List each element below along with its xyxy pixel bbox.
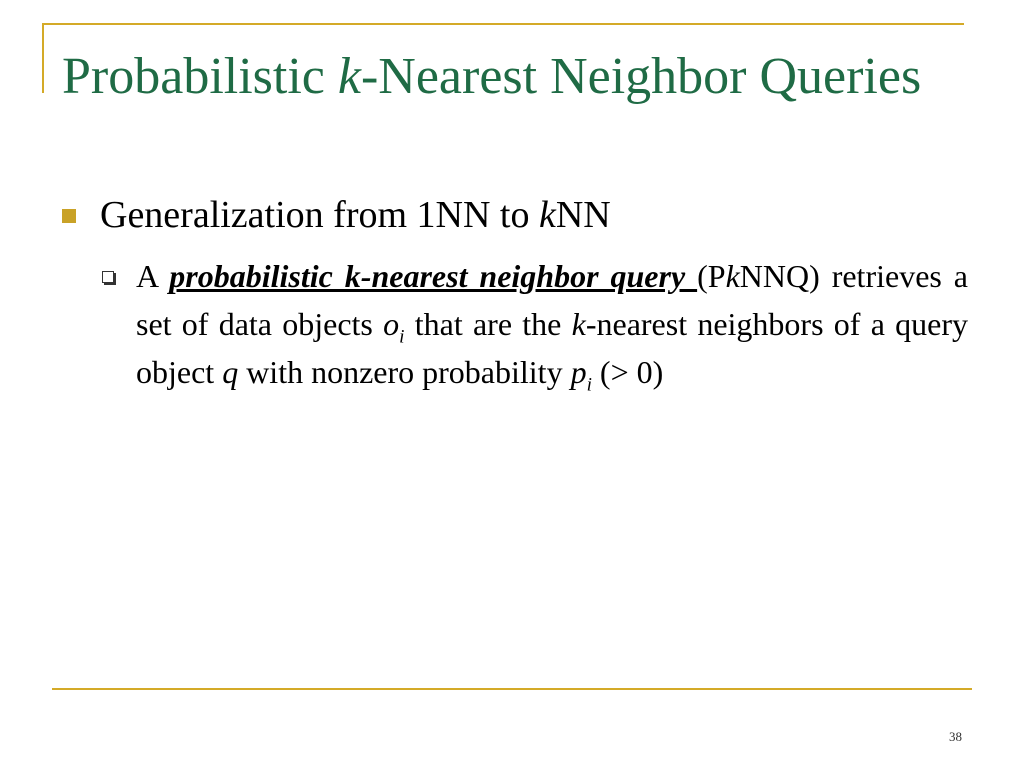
page-number: 38 (949, 729, 962, 744)
square-bullet-icon (62, 209, 76, 223)
slide-title: Probabilistic k-Nearest Neighbor Queries (62, 48, 922, 105)
bullet-level1-text: Generalization from 1NN to kNN (100, 194, 611, 236)
defined-term: probabilistic k-nearest neighbor query (169, 258, 698, 294)
bullet-level2-text: A probabilistic k-nearest neighbor query (PkNNQ) retrieves a set of data objects $o_i$ that are the k-nearest neighbors of a query object q with nonzero probability $p_i$ (> 0) (136, 258, 969, 396)
left-rule (42, 23, 44, 93)
hollow-square-bullet-icon (102, 271, 114, 283)
top-rule (42, 23, 964, 25)
bottom-rule (52, 688, 972, 690)
bullet-level1 (62, 190, 962, 240)
bullet-level2 (100, 252, 968, 396)
